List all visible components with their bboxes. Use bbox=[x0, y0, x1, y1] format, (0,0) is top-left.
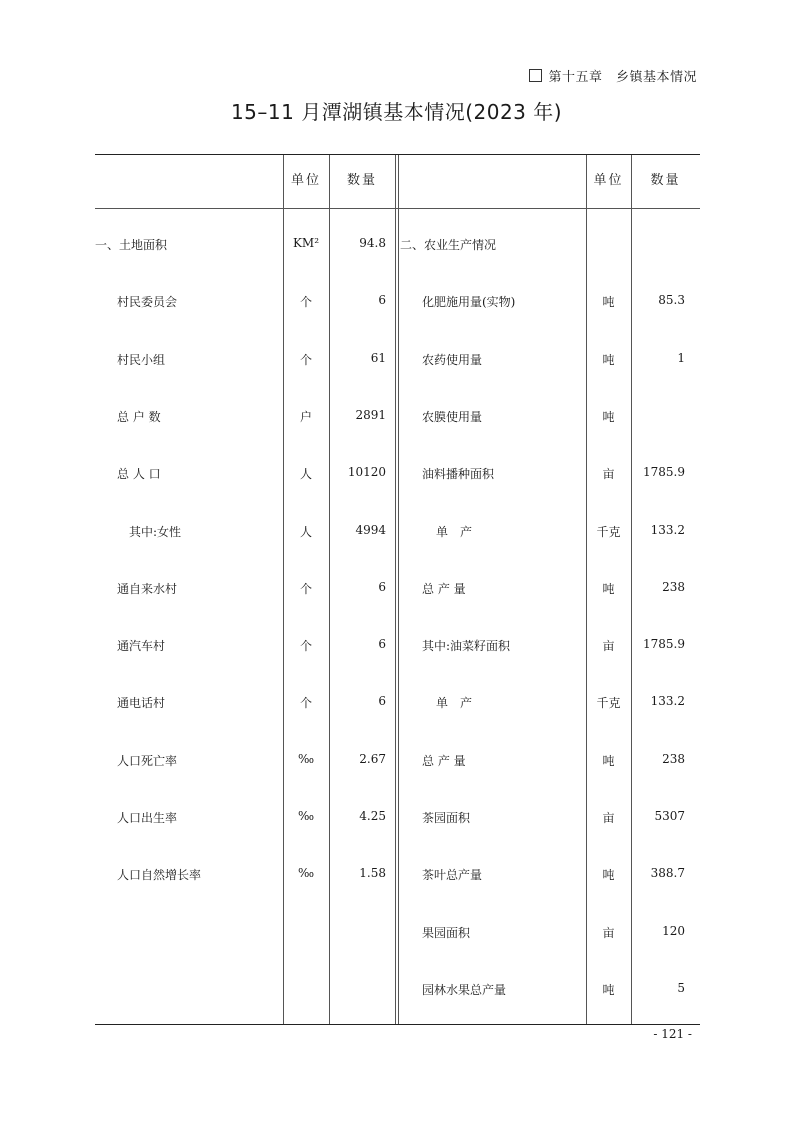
left-row-unit: ‰ bbox=[297, 809, 315, 823]
left-row-value: 2891 bbox=[355, 408, 386, 422]
right-row-unit: 千克 bbox=[596, 696, 621, 710]
left-row-name: 通电话村 bbox=[117, 696, 166, 710]
right-row-unit: 吨 bbox=[602, 410, 615, 424]
right-row-name: 茶园面积 bbox=[422, 811, 471, 825]
right-row-value: 5307 bbox=[654, 809, 685, 823]
right-row-value: 133.2 bbox=[650, 694, 685, 708]
right-row-name: 总 产 量 bbox=[422, 754, 466, 768]
left-row-name: 总 人 口 bbox=[117, 467, 161, 481]
right-row-unit: 亩 bbox=[602, 811, 615, 825]
right-row-unit: 亩 bbox=[602, 926, 615, 940]
right-row-unit: 千克 bbox=[596, 525, 621, 539]
right-row-unit bbox=[586, 236, 631, 252]
table-bottom-rule bbox=[95, 1024, 700, 1025]
right-row-value: 388.7 bbox=[650, 866, 685, 880]
left-row-unit: ‰ bbox=[297, 866, 315, 880]
left-row-unit: 人 bbox=[299, 525, 312, 539]
right-row-unit: 吨 bbox=[602, 868, 615, 882]
right-row-value: 5 bbox=[677, 981, 685, 995]
left-row-value: 61 bbox=[370, 351, 386, 365]
right-row-unit: 吨 bbox=[602, 295, 615, 309]
center-double-divider bbox=[398, 155, 399, 1024]
right-row-value: 1 bbox=[677, 351, 685, 365]
left-row-unit: 个 bbox=[299, 582, 312, 596]
left-row-unit: ‰ bbox=[297, 752, 315, 766]
left-row-name: 村民小组 bbox=[117, 353, 166, 367]
left-unit-header: 单位 bbox=[290, 173, 321, 188]
left-row-unit: 个 bbox=[299, 639, 312, 653]
right-row-unit: 吨 bbox=[602, 353, 615, 367]
right-row-value: 238 bbox=[662, 752, 685, 766]
left-row-value: 6 bbox=[378, 580, 386, 594]
left-row-unit: 人 bbox=[299, 467, 312, 481]
left-row-unit: 个 bbox=[299, 295, 312, 309]
left-row-unit: KM² bbox=[292, 236, 320, 250]
left-row-name: 人口自然增长率 bbox=[117, 868, 202, 882]
center-double-divider bbox=[395, 155, 396, 1024]
left-row-value: 4.25 bbox=[359, 809, 386, 823]
right-row-value: 133.2 bbox=[650, 523, 685, 537]
right-row-name: 农药使用量 bbox=[422, 353, 483, 367]
right-row-name: 总 产 量 bbox=[422, 582, 466, 596]
right-row-value: 85.3 bbox=[658, 293, 685, 307]
left-row-unit: 个 bbox=[299, 353, 312, 367]
right-quantity-header: 数量 bbox=[650, 173, 681, 188]
left-quantity-header: 数量 bbox=[346, 173, 377, 188]
left-row-value: 6 bbox=[378, 637, 386, 651]
page-number: - 121 - bbox=[653, 1027, 692, 1041]
left-row-value: 4994 bbox=[355, 523, 386, 537]
right-row-value: 1785.9 bbox=[643, 465, 685, 479]
right-row-value bbox=[631, 408, 685, 424]
right-row-value bbox=[631, 236, 685, 252]
left-row-name: 通汽车村 bbox=[117, 639, 166, 653]
right-row-name: 单 产 bbox=[436, 525, 473, 539]
right-unit-header: 单位 bbox=[593, 173, 624, 188]
right-row-name: 二、农业生产情况 bbox=[400, 238, 497, 252]
right-row-unit: 吨 bbox=[602, 754, 615, 768]
right-row-value: 1785.9 bbox=[643, 637, 685, 651]
left-row-name: 村民委员会 bbox=[117, 295, 178, 309]
right-row-name: 茶叶总产量 bbox=[422, 868, 483, 882]
right-row-unit: 亩 bbox=[602, 639, 615, 653]
left-row-name: 一、土地面积 bbox=[95, 238, 168, 252]
right-row-name: 单 产 bbox=[436, 696, 473, 710]
chapter-label: 第十五章 乡镇基本情况 bbox=[548, 70, 697, 85]
right-row-name: 油料播种面积 bbox=[422, 467, 495, 481]
left-row-value: 6 bbox=[378, 694, 386, 708]
left-row-value: 2.67 bbox=[359, 752, 386, 766]
right-row-value: 238 bbox=[662, 580, 685, 594]
right-row-name: 农膜使用量 bbox=[422, 410, 483, 424]
right-row-value: 120 bbox=[662, 924, 685, 938]
square-icon bbox=[529, 69, 542, 82]
right-row-unit: 吨 bbox=[602, 582, 615, 596]
left-row-name: 人口死亡率 bbox=[117, 754, 178, 768]
left-row-name: 其中:女性 bbox=[129, 525, 182, 539]
left-row-name: 人口出生率 bbox=[117, 811, 178, 825]
right-row-name: 果园面积 bbox=[422, 926, 471, 940]
right-row-name: 其中:油菜籽面积 bbox=[422, 639, 511, 653]
right-row-unit: 亩 bbox=[602, 467, 615, 481]
running-header bbox=[529, 66, 697, 85]
left-row-unit: 个 bbox=[299, 696, 312, 710]
left-row-value: 6 bbox=[378, 293, 386, 307]
left-row-value: 10120 bbox=[347, 465, 386, 479]
right-row-name: 园林水果总产量 bbox=[422, 983, 507, 997]
right-row-name: 化肥施用量(实物) bbox=[422, 295, 516, 309]
page-title: 15–11 月潭湖镇基本情况(2023 年) bbox=[230, 100, 563, 124]
left-row-name: 总 户 数 bbox=[117, 410, 161, 424]
left-row-unit: 户 bbox=[299, 410, 312, 424]
left-row-name: 通自来水村 bbox=[117, 582, 178, 596]
left-row-value: 94.8 bbox=[359, 236, 386, 250]
left-row-value: 1.58 bbox=[359, 866, 386, 880]
right-row-unit: 吨 bbox=[602, 983, 615, 997]
